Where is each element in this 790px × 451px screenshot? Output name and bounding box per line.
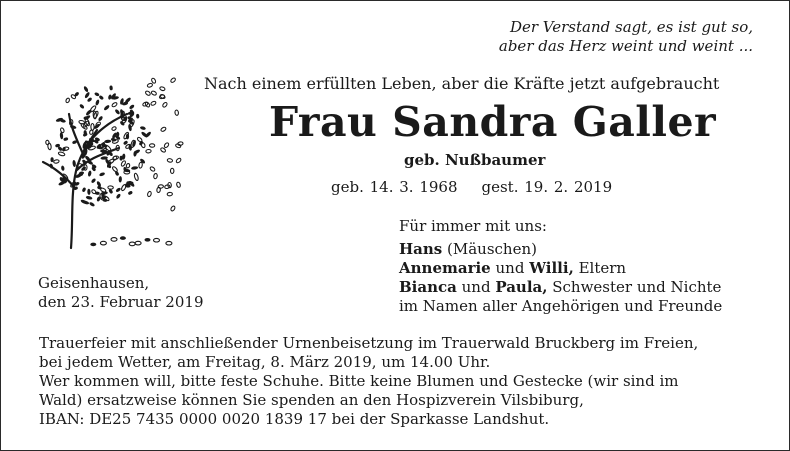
motto-line-2: aber das Herz weint und weint ... <box>498 37 753 55</box>
mourner-siblings: Bianca und Paula, Schwester und Nichte <box>399 278 722 296</box>
ceremony-line-1: Trauerfeier mit anschließender Urnenbeisetzung im Trauerwald Bruckberg im Freien, <box>39 334 699 352</box>
windblown-tree-icon <box>31 58 186 263</box>
ceremony-line-5: IBAN: DE25 7435 0000 0020 1839 17 bei der Sparkasse Landshut. <box>39 410 550 428</box>
place-town: Geisenhausen, <box>38 274 150 292</box>
intro-text: Nach einem erfüllten Leben, aber die Kräfte jetzt aufgebraucht <box>204 74 720 93</box>
mourner-parents: Annemarie und Willi, Eltern <box>399 259 627 277</box>
mourners-list <box>399 217 722 316</box>
mourners-heading: Für immer mit uns: <box>399 217 547 235</box>
ceremony-line-4: Wald) ersatzweise können Sie spenden an den Hospizverein Vilsbiburg, <box>39 391 584 409</box>
maiden-name: geb. Nußbaumer <box>404 151 546 169</box>
mourner-others: im Namen aller Angehörigen und Freunde <box>399 297 723 315</box>
place-and-date <box>38 274 203 312</box>
life-dates <box>331 178 612 196</box>
place-date: den 23. Februar 2019 <box>38 293 204 311</box>
birth-date: geb. 14. 3. 1968 <box>331 178 458 196</box>
mourner-hans: Hans (Mäuschen) <box>399 240 537 258</box>
death-date: gest. 19. 2. 2019 <box>481 178 613 196</box>
ceremony-line-2: bei jedem Wetter, am Freitag, 8. März 2019, um 14.00 Uhr. <box>39 353 491 371</box>
motto-line-1: Der Verstand sagt, es ist gut so, <box>509 18 753 36</box>
ceremony-line-3: Wer kommen will, bitte feste Schuhe. Bitte keine Blumen und Gestecke (wir sind im <box>39 372 679 390</box>
ceremony-info <box>39 334 698 429</box>
motto-quote <box>499 18 753 56</box>
deceased-name: Frau Sandra Galler <box>269 98 717 146</box>
